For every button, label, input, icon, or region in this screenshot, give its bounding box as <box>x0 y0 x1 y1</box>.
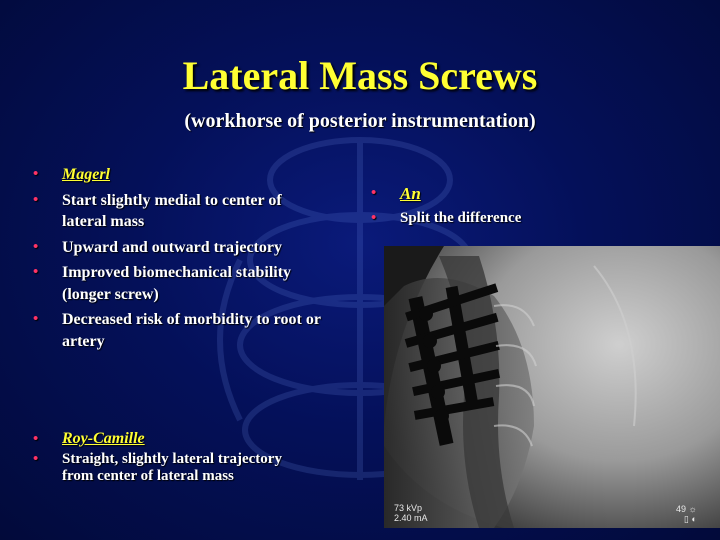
bullet-icon: • <box>371 210 377 226</box>
magerl-list <box>28 164 328 356</box>
list-item <box>366 207 666 230</box>
slide-subtitle: (workhorse of posterior instrumentation) <box>184 110 536 132</box>
bullet-icon: • <box>33 166 39 182</box>
slide-title: Lateral Mass Screws <box>182 53 538 98</box>
half-circle-icon: ◐ <box>691 514 697 524</box>
xray-exposure-readout <box>394 503 428 523</box>
frame-box-icon: ▯ <box>683 514 689 524</box>
frame-number: 49 <box>676 504 687 514</box>
bullet-icon: • <box>33 238 39 255</box>
kvp-value: 73 kVp <box>394 503 423 513</box>
list-item <box>28 164 328 186</box>
list-item <box>28 451 298 484</box>
fluoroscopy-image <box>384 246 720 528</box>
sun-icon: ☼ <box>688 504 697 514</box>
list-item <box>28 309 328 352</box>
bullet-icon: • <box>33 191 39 208</box>
xray-frame-readout <box>676 504 697 524</box>
technique-heading-an: An <box>400 184 421 203</box>
bullet-icon: • <box>33 431 39 447</box>
bullet-icon: • <box>33 264 39 280</box>
technique-heading-magerl: Magerl <box>62 166 110 183</box>
list-item-text: Split the difference <box>400 210 522 226</box>
roy-camille-list <box>28 429 298 484</box>
technique-heading-roy-camille: Roy-Camille <box>62 430 145 447</box>
list-item <box>28 429 298 449</box>
list-item-text: Improved biomechanical stability (longer screw) <box>62 264 292 303</box>
list-item <box>28 190 328 233</box>
bullet-icon: • <box>33 311 39 327</box>
xray-drawing <box>384 246 720 528</box>
list-item-text: Straight, slightly lateral trajectory from center of lateral mass <box>62 451 282 484</box>
list-item <box>28 262 328 305</box>
list-item-text: Decreased risk of morbidity to root or artery <box>62 311 321 350</box>
list-item-text: Start slightly medial to center of lateral mass <box>62 191 282 230</box>
bullet-icon: • <box>371 185 377 201</box>
list-item-text: Upward and outward trajectory <box>62 238 282 256</box>
bullet-icon: • <box>33 451 39 467</box>
list-item <box>28 237 328 259</box>
list-item <box>366 182 666 207</box>
an-list <box>366 182 666 230</box>
ma-value: 2.40 mA <box>394 513 428 523</box>
